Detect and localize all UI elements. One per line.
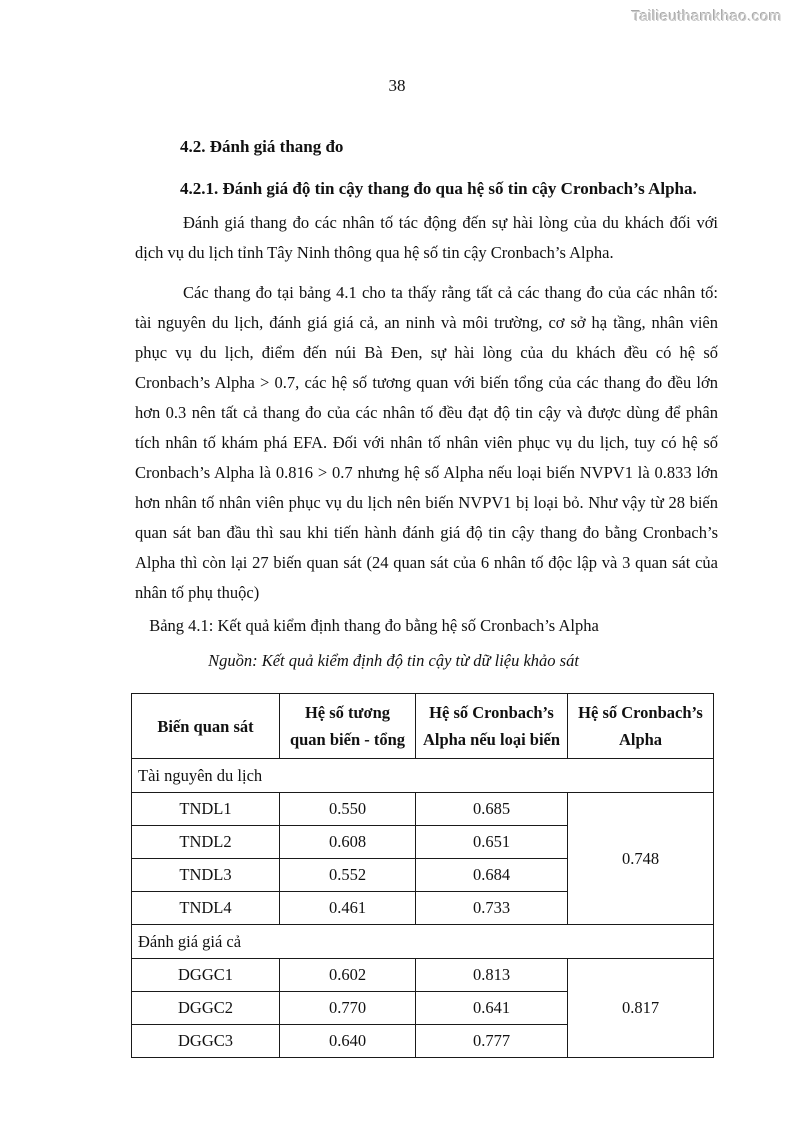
table-header-row [132,694,714,759]
item-total-correlation: 0.640 [280,1025,416,1058]
section-label: Tài nguyên du lịch [132,759,714,793]
header-alpha-if-deleted: Hệ số Cronbach’s Alpha nếu loại biến [416,694,568,759]
header-cronbach-alpha: Hệ số Cronbach’s Alpha [568,694,714,759]
item-code: TNDL3 [132,859,280,892]
table-row [132,793,714,826]
item-total-correlation: 0.602 [280,959,416,992]
alpha-if-deleted: 0.651 [416,826,568,859]
heading-4-2-1: 4.2.1. Đánh giá độ tin cậy thang đo qua hệ số tin cậy Cronbach’s Alpha. [180,179,697,198]
page-number: 38 [388,76,406,95]
section-row-tai-nguyen-du-lich [132,759,714,793]
header-item-total-correlation: Hệ số tương quan biến - tổng [280,694,416,759]
item-total-correlation: 0.552 [280,859,416,892]
alpha-if-deleted: 0.733 [416,892,568,925]
alpha-if-deleted: 0.685 [416,793,568,826]
section-row-danh-gia-gia-ca [132,925,714,959]
section-alpha-value: 0.817 [568,959,714,1058]
alpha-if-deleted: 0.813 [416,959,568,992]
alpha-if-deleted: 0.641 [416,992,568,1025]
item-code: TNDL1 [132,793,280,826]
heading-4-2: 4.2. Đánh giá thang đo [180,137,344,156]
table-caption: Bảng 4.1: Kết quả kiểm định thang đo bằng hệ số Cronbach’s Alpha [149,616,599,635]
page-content [135,130,718,1058]
item-total-correlation: 0.770 [280,992,416,1025]
item-code: DGGC2 [132,992,280,1025]
item-total-correlation: 0.461 [280,892,416,925]
item-code: DGGC1 [132,959,280,992]
item-code: DGGC3 [132,1025,280,1058]
alpha-if-deleted: 0.777 [416,1025,568,1058]
item-total-correlation: 0.550 [280,793,416,826]
section-alpha-value: 0.748 [568,793,714,925]
table-row [132,959,714,992]
paragraph-analysis: Các thang đo tại bảng 4.1 cho ta thấy rằng tất cả các thang đo của các nhân tố: tài nguyên du lịch, đánh giá giá cả, an ninh và môi trường, cơ sở hạ tầng, nhân viên phục vụ du lịch, điểm đến núi Bà Đen, sự hài lòng của du khách đều có hệ số Cronbach’s Alpha > 0.7, các hệ số tương quan với biến tổng của các thang đo đều lớn hơn 0.3 nên tất cả thang đo của các nhân tố đều đạt độ tin cậy và được dùng để phân tích nhân tố khám phá EFA. Đối với nhân tố nhân viên phục vụ du lịch, tuy có hệ số Cronbach’s Alpha là 0.816 > 0.7 nhưng hệ số Alpha nếu loại biến NVPV1 là 0.833 lớn hơn nhân tố nhân viên phục vụ du lịch nên biến NVPV1 bị loại bỏ. Như vậy từ 28 biến quan sát ban đầu thì sau khi tiến hành đánh giá độ tin cậy thang đo bằng Cronbach’s Alpha thì còn lại 27 biến quan sát (24 quan sát của 6 nhân tố độc lập và 3 quan sát của nhân tố phụ thuộc) [135,283,718,602]
item-code: TNDL4 [132,892,280,925]
cronbach-alpha-table [131,693,714,1058]
section-label: Đánh giá giá cả [132,925,714,959]
watermark: Tailieuthamkhao.com [631,8,782,25]
item-code: TNDL2 [132,826,280,859]
alpha-if-deleted: 0.684 [416,859,568,892]
item-total-correlation: 0.608 [280,826,416,859]
header-observed-variable: Biến quan sát [132,694,280,759]
table-source: Nguồn: Kết quả kiểm định độ tin cậy từ dữ liệu khảo sát [208,651,579,670]
paragraph-intro: Đánh giá thang đo các nhân tố tác động đến sự hài lòng của du khách đối với dịch vụ du lịch tỉnh Tây Ninh thông qua hệ số tin cậy Cronbach’s Alpha. [135,213,718,262]
